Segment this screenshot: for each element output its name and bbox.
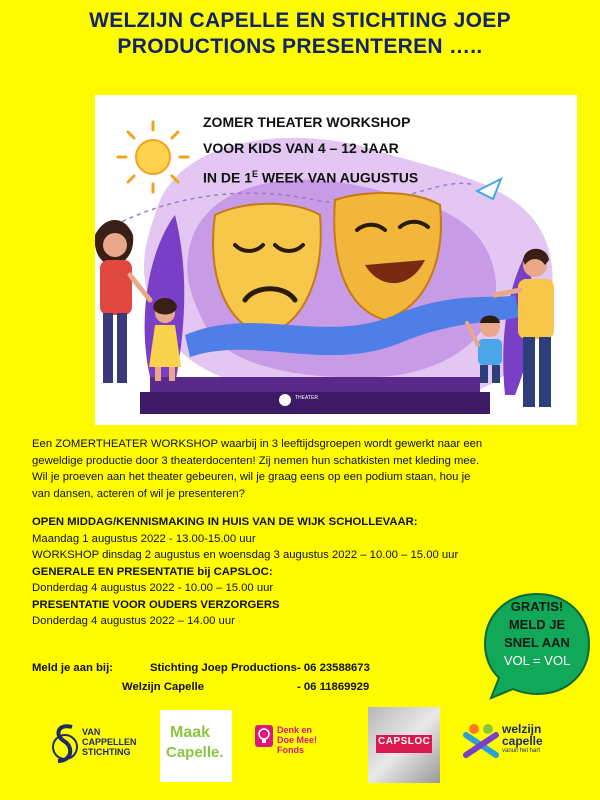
bubble-line-3: SNEL AAN xyxy=(504,635,570,650)
contact-org-2: Welzijn Capelle xyxy=(122,681,205,693)
header-line-1: WELZIJN CAPELLE EN STICHTING JOEP xyxy=(89,9,511,32)
maak-line-1: Maak xyxy=(170,724,211,741)
welzijn-line-2: capelle xyxy=(502,734,543,748)
welzijn-emblem-icon xyxy=(462,721,500,761)
intro-line-3: Wil je proeven aan het theater gebeuren, wil je graag eens op een podium staan, hou je xyxy=(32,471,471,483)
stage-top xyxy=(150,377,480,393)
header-line-2: PRODUCTIONS PRESENTEREN ….. xyxy=(117,35,483,58)
schedule-presentatie-date: Donderdag 4 augustus 2022 – 14.00 uur xyxy=(32,615,235,627)
schedule-heading-generale: GENERALE EN PRESENTATIE bij CAPSLOC: xyxy=(32,565,273,578)
page-header xyxy=(0,8,600,60)
maak-line-2: Capelle. xyxy=(166,744,224,761)
schedule-generale-date: Donderdag 4 augustus 2022 - 10.00 – 15.00 uur xyxy=(32,582,274,594)
welzijn-line-1: welzijn xyxy=(502,722,542,736)
welzijn-capelle-logo xyxy=(462,719,572,774)
vancappellen-line-1: VAN xyxy=(82,727,101,737)
bubble-line-1: GRATIS! xyxy=(510,599,564,614)
contact-label: Meld je aan bij: xyxy=(32,662,113,674)
denk-line-3: Fonds xyxy=(277,745,304,755)
stage-label: THEATER xyxy=(295,395,318,401)
hero-line-3-sup: E xyxy=(252,169,259,179)
denk-line-1: Denk en xyxy=(277,725,313,735)
welzijn-line-3: vanuit het hart xyxy=(502,748,541,754)
intro-line-2: geweldige productie door 3 theaterdocenten! Zij nemen hun schatkisten met kleding mee. xyxy=(32,454,480,467)
contact-phone-2: - 06 11869929 xyxy=(297,681,370,693)
vancappellen-emblem-icon xyxy=(50,721,80,771)
bubble-line-4: VOL = VOL xyxy=(503,653,571,668)
logo-row xyxy=(0,705,600,790)
maak-capelle-logo xyxy=(160,710,232,782)
vancappellen-logo xyxy=(50,719,160,774)
contact-org-1: Stichting Joep Productions xyxy=(150,662,297,674)
intro-line-1: Een ZOMERTHEATER WORKSHOP waarbij in 3 leeftijdsgroepen wordt gewerkt naar een xyxy=(32,438,483,450)
stage-logo-icon xyxy=(279,394,291,406)
hero-line-2: VOOR KIDS VAN 4 – 12 JAAR xyxy=(203,140,399,156)
intro-line-4: van dansen, acteren of wil je presenteren? xyxy=(32,487,245,500)
schedule-open-date: Maandag 1 augustus 2022 - 13.00-15.00 uur xyxy=(32,532,256,545)
denk-doe-mee-logo xyxy=(255,723,355,773)
vancappellen-line-3: STICHTING xyxy=(82,747,131,757)
capsloc-logo xyxy=(368,707,440,783)
schedule-workshop: WORKSHOP dinsdag 2 augustus en woensdag 3 augustus 2022 – 10.00 – 15.00 uur xyxy=(32,549,459,561)
hero-line-3 xyxy=(203,161,503,191)
hero-line-1: ZOMER THEATER WORKSHOP xyxy=(203,114,411,130)
capsloc-text: CAPSLOC xyxy=(378,736,431,747)
schedule-heading-presentatie: PRESENTATIE VOOR OUDERS VERZORGERS xyxy=(32,598,280,611)
sun-icon xyxy=(118,122,188,192)
denk-line-2: Doe Mee! xyxy=(277,735,318,745)
mother-figure xyxy=(95,220,150,383)
schedule-heading-open: OPEN MIDDAG/KENNISMAKING IN HUIS VAN DE WIJK SCHOLLEVAAR: xyxy=(32,516,418,528)
contact-block xyxy=(32,660,432,698)
lightbulb-icon xyxy=(255,725,273,747)
vancappellen-line-2: CAPPELLEN xyxy=(82,737,137,747)
hero-illustration xyxy=(95,95,577,425)
bubble-line-2: MELD JE xyxy=(508,617,566,632)
bubble-text xyxy=(481,598,593,670)
hero-line-3-start: IN DE 1 xyxy=(203,169,253,186)
hero-line-3-end: WEEK VAN AUGUSTUS xyxy=(258,169,419,186)
contact-phone-1: - 06 23588673 xyxy=(297,662,370,674)
hero-text xyxy=(203,109,503,191)
